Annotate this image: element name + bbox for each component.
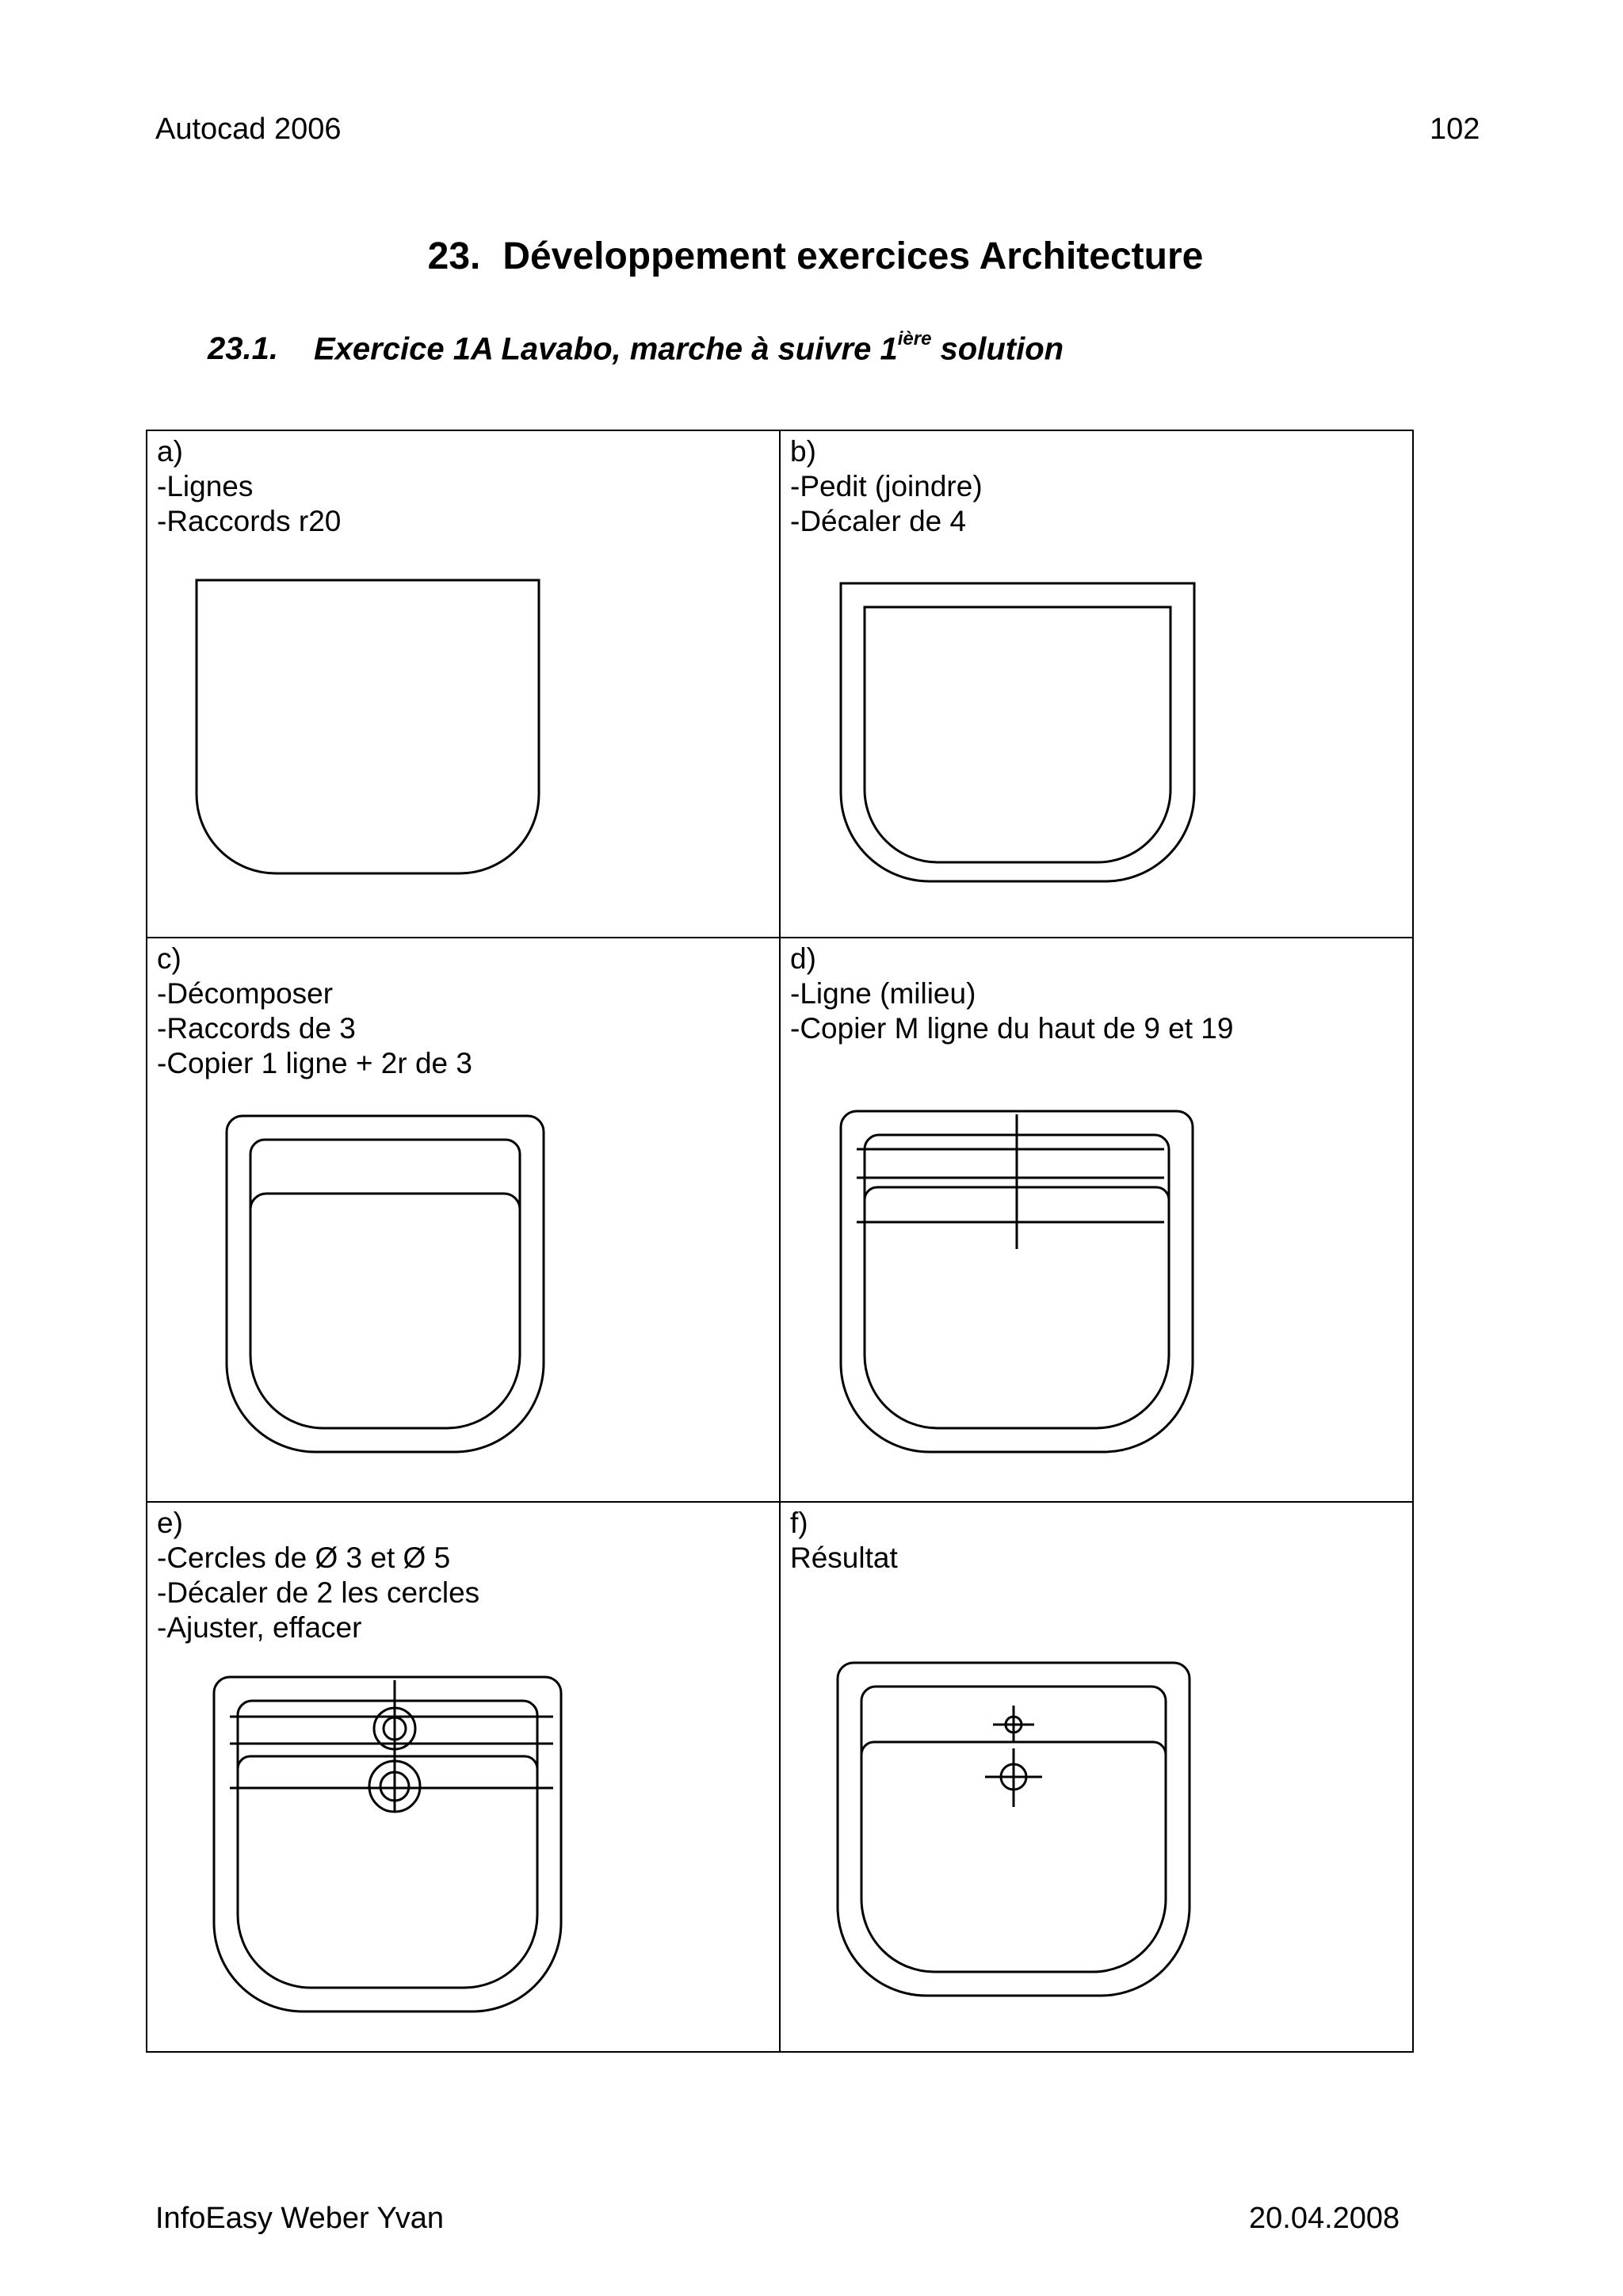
footer-date: 20.04.2008 xyxy=(1249,2202,1400,2235)
section-number: 23.1. xyxy=(208,331,278,367)
step-cell-a xyxy=(147,430,780,938)
step-line: -Pedit (joindre) xyxy=(790,470,983,502)
step-line: -Décaler de 4 xyxy=(790,505,967,537)
step-line: -Cercles de Ø 3 et Ø 5 xyxy=(157,1541,451,1574)
chapter-number: 23. xyxy=(427,235,481,277)
step-line: -Ajuster, effacer xyxy=(157,1611,362,1644)
footer-left: InfoEasy Weber Yvan xyxy=(155,2202,445,2235)
step-line: -Copier 1 ligne + 2r de 3 xyxy=(157,1047,472,1079)
step-label: b) xyxy=(790,435,816,468)
step-line: -Lignes xyxy=(157,470,254,502)
section-title-superscript: ière xyxy=(897,328,932,350)
step-cell-e xyxy=(147,1502,780,2052)
step-line: -Ligne (milieu) xyxy=(790,977,976,1010)
exercise-steps-table xyxy=(146,430,1414,2053)
step-line: -Décomposer xyxy=(157,977,334,1010)
page-number: 102 xyxy=(1430,113,1480,146)
chapter-title xyxy=(0,235,1623,278)
section-title-suffix: solution xyxy=(931,331,1064,367)
sink-drawing-e xyxy=(147,1503,780,2051)
sink-drawing-d xyxy=(781,938,1413,1501)
step-line: -Raccords r20 xyxy=(157,505,342,537)
step-line: -Décaler de 2 les cercles xyxy=(157,1576,480,1609)
sink-drawing-a xyxy=(147,431,780,937)
header-left: Autocad 2006 xyxy=(155,113,342,146)
step-line: Résultat xyxy=(790,1541,898,1574)
section-title xyxy=(208,328,1064,367)
step-label: c) xyxy=(157,942,181,975)
step-cell-f xyxy=(780,1502,1413,2052)
step-label: f) xyxy=(790,1507,808,1539)
sink-drawing-b xyxy=(781,431,1413,937)
step-cell-d xyxy=(780,938,1413,1502)
sink-drawing-f xyxy=(781,1503,1413,2051)
step-cell-b xyxy=(780,430,1413,938)
step-label: a) xyxy=(157,435,183,468)
section-title-text: Exercice 1A Lavabo, marche à suivre 1 xyxy=(314,331,898,367)
step-line: -Raccords de 3 xyxy=(157,1012,356,1045)
step-line: -Copier M ligne du haut de 9 et 19 xyxy=(790,1012,1234,1045)
step-label: d) xyxy=(790,942,816,975)
sink-drawing-c xyxy=(147,938,780,1501)
step-label: e) xyxy=(157,1507,183,1539)
chapter-title-text: Développement exercices Architecture xyxy=(502,235,1204,277)
step-cell-c xyxy=(147,938,780,1502)
